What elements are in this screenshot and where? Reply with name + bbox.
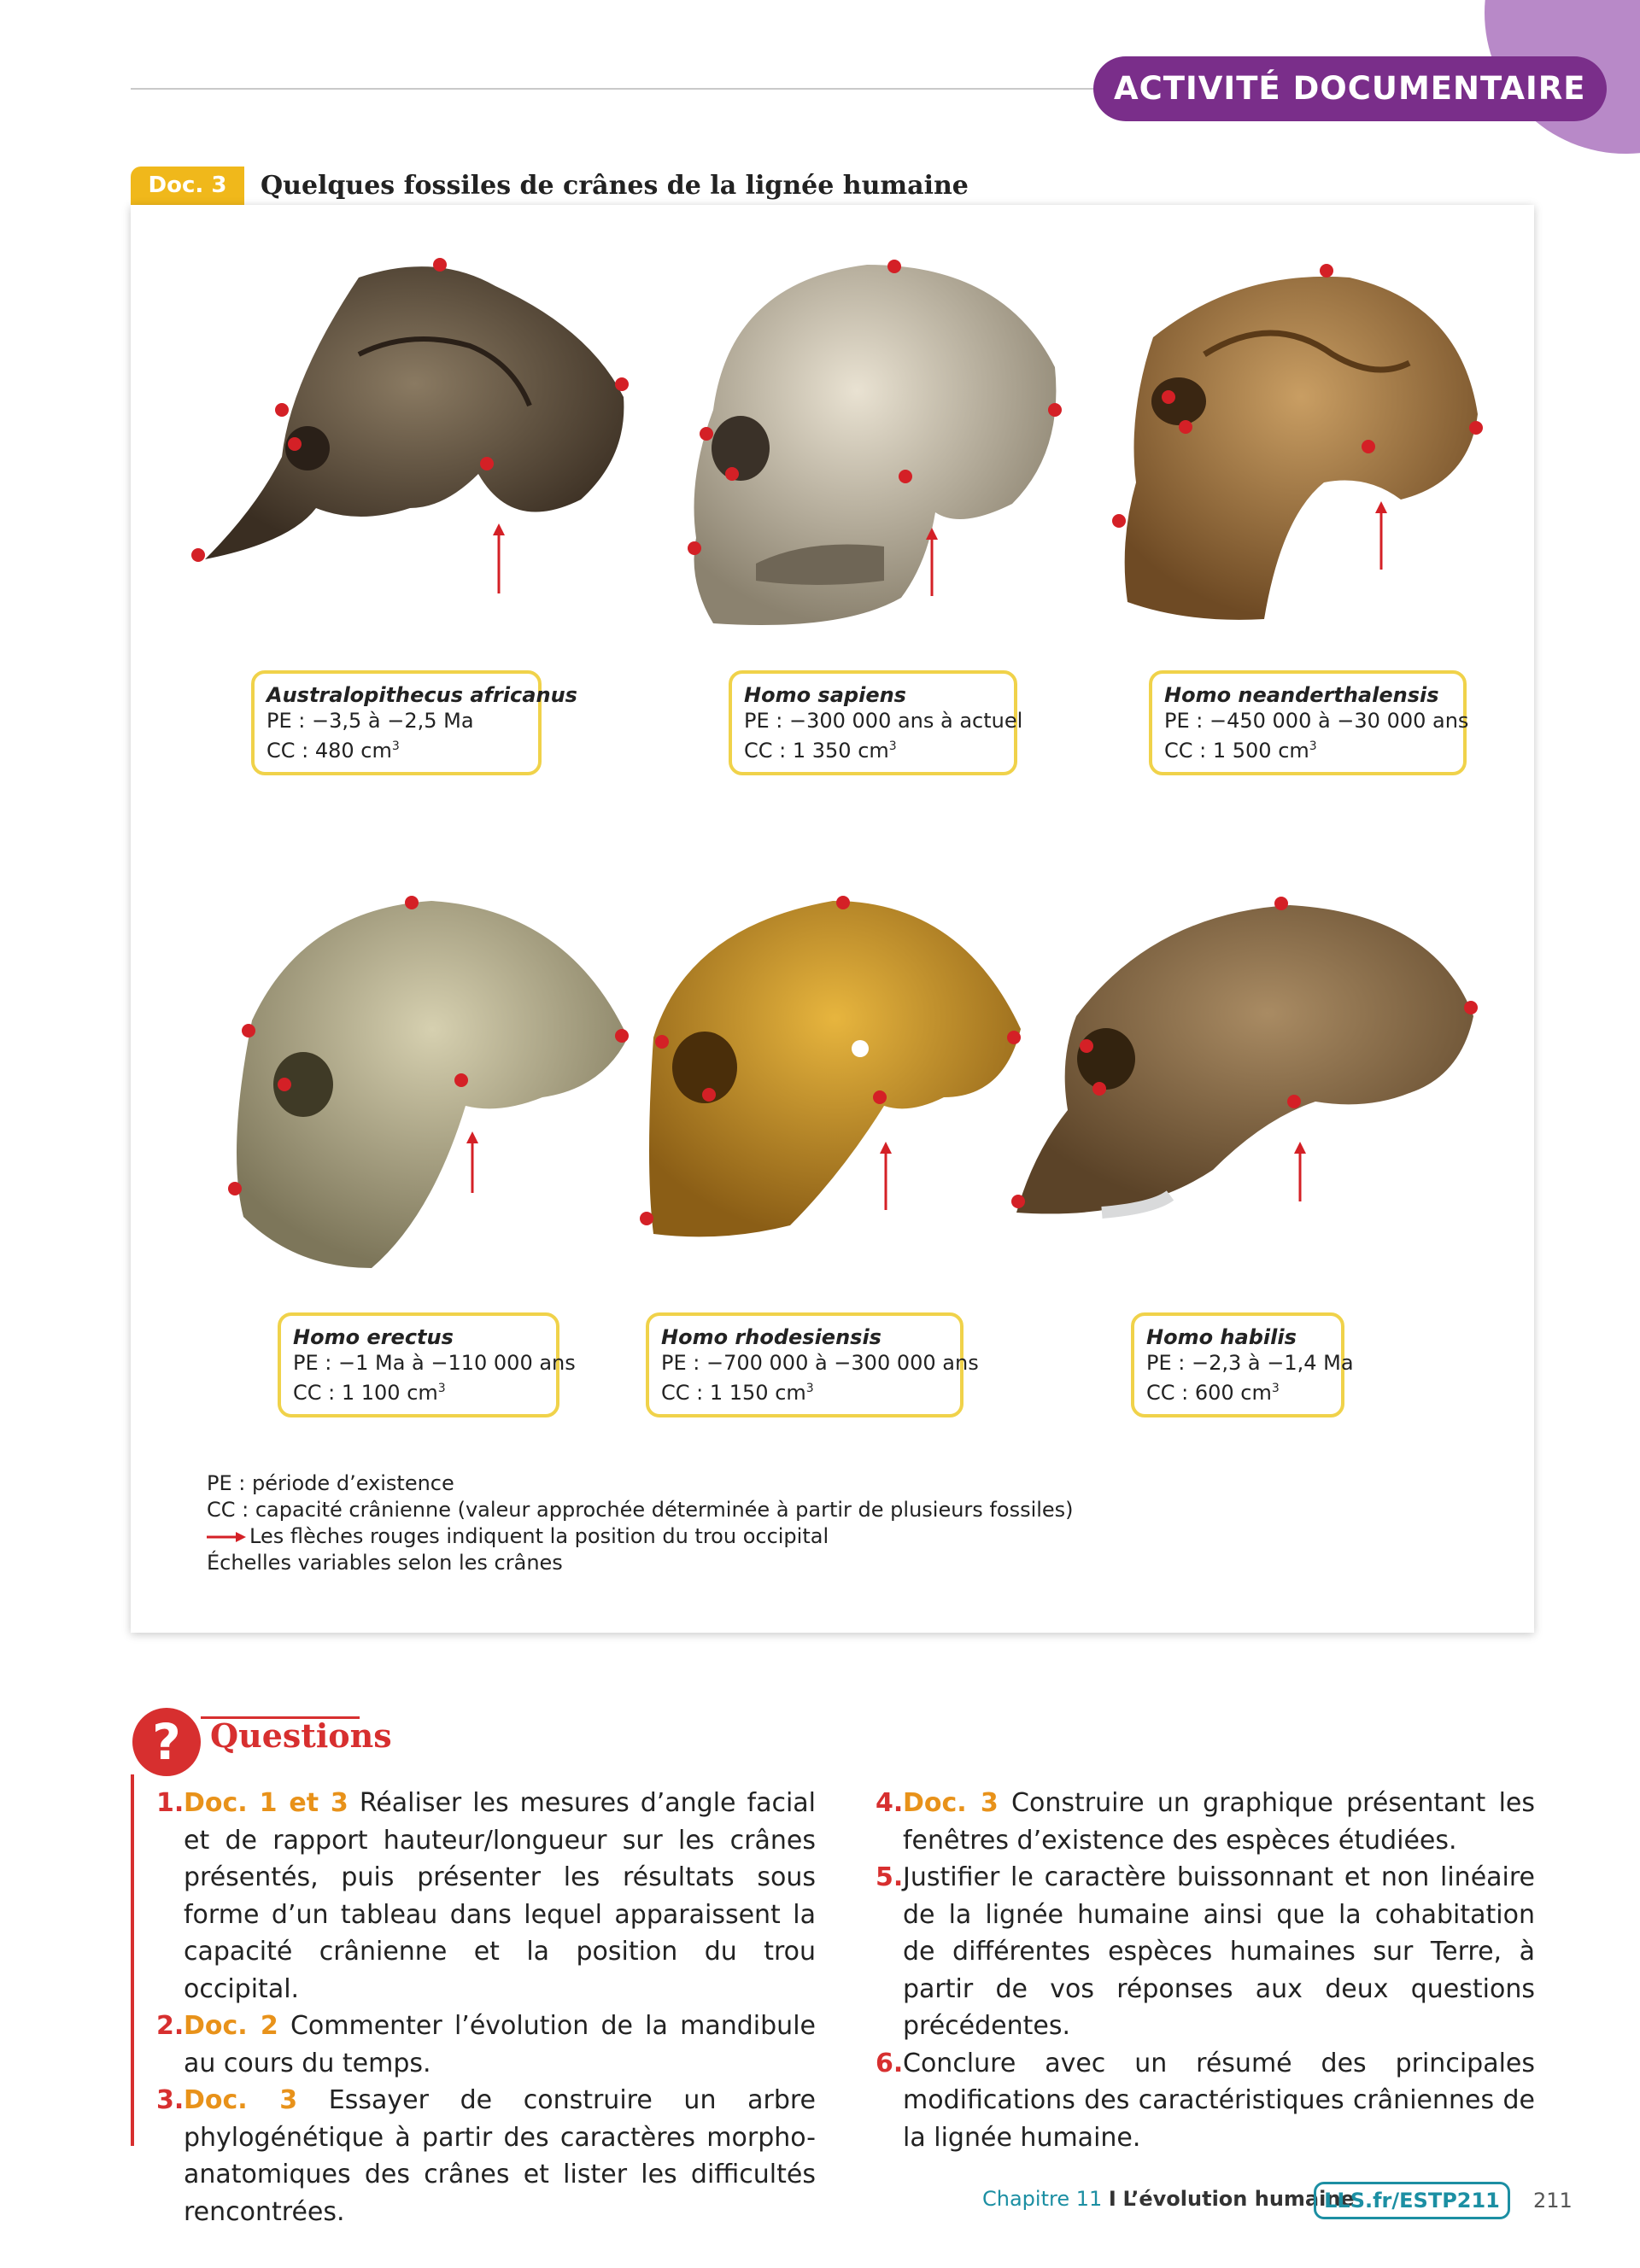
question-item: 3. Doc. 3 Essayer de construire un arbre phylogénétique à partir des caractères morpho-anatomiques des crânes et lister les difficultés rencontrées. — [156, 2085, 816, 2227]
skull-label-habilis — [1131, 1312, 1354, 1418]
existence-period: PE : −450 000 à −30 000 ans — [1164, 709, 1469, 733]
skull-habilis-image — [1008, 897, 1486, 1247]
skull-sapiens-image — [679, 256, 1072, 632]
skull-erectus-image — [226, 892, 636, 1268]
skull-label-neanderthalensis — [1149, 670, 1467, 775]
species-name: Homo rhodesiensis — [661, 1325, 882, 1349]
species-name: Homo sapiens — [744, 683, 906, 707]
header-rule — [131, 88, 1104, 90]
existence-period: PE : −700 000 à −300 000 ans — [661, 1351, 979, 1375]
footer-separator: I — [1108, 2187, 1116, 2211]
skull-label-erectus — [278, 1312, 576, 1418]
skull-neanderthalensis-image — [1110, 260, 1486, 628]
cranial-capacity: CC : 480 $cm^3$ — [266, 739, 400, 763]
species-name: Homo erectus — [293, 1325, 454, 1349]
questions-side-bar — [131, 1774, 134, 2146]
question-item: 4. Doc. 3 Construire un graphique présentant les fenêtres d’existence des espèces étudiées. — [876, 1788, 1535, 1856]
legend-scale: Échelles variables selon les crânes — [207, 1551, 563, 1575]
red-arrow-icon — [207, 1531, 246, 1543]
question-mark-icon: ? — [132, 1708, 201, 1776]
legend-arrow-text: Les flèches rouges indiquent la position du trou occipital — [249, 1524, 829, 1548]
legend-arrow-row — [207, 1523, 1074, 1550]
questions-column-right — [876, 1785, 1535, 2156]
skull-label-sapiens — [729, 670, 1023, 775]
skull-label-rhodesiensis — [646, 1312, 979, 1418]
chapter-title: L’évolution humaine — [1122, 2187, 1355, 2211]
existence-period: PE : −3,5 à −2,5 Ma — [266, 709, 474, 733]
cranial-capacity: CC : 1 350 $cm^3$ — [744, 739, 897, 763]
section-tag: ACTIVITÉ DOCUMENTAIRE — [1093, 56, 1607, 121]
cranial-capacity: CC : 1 100 $cm^3$ — [293, 1381, 446, 1405]
existence-period: PE : −1 Ma à −110 000 ans — [293, 1351, 576, 1375]
footer-chapter — [982, 2182, 1355, 2216]
existence-period: PE : −2,3 à −1,4 Ma — [1146, 1351, 1354, 1375]
footer-link[interactable]: LLS.fr/ESTP211 — [1314, 2182, 1510, 2219]
question-item: 2. Doc. 2 Commenter l’évolution de la mandibule au cours du temps. — [156, 2011, 816, 2078]
existence-period: PE : −300 000 ans à actuel — [744, 709, 1023, 733]
species-name: Australopithecus africanus — [266, 683, 577, 707]
question-item: 5. Justifier le caractère buissonnant et non linéaire de la lignée humaine ainsi que la cohabitation de différentes espèces humaines sur Terre, à partir de vos réponses aux deux questions précédentes. — [876, 1862, 1535, 2041]
legend-cc: CC : capacité crânienne (valeur approchée déterminée à partir de plusieurs fossiles) — [207, 1498, 1074, 1522]
species-name: Homo habilis — [1146, 1325, 1297, 1349]
page-number: 211 — [1533, 2189, 1573, 2212]
questions-column-left — [156, 1785, 816, 2230]
skull-australopithecus-image — [188, 252, 632, 628]
question-item: 1. Doc. 1 et 3 Réaliser les mesures d’angle facial et de rapport hauteur/longueur sur les crânes présentés, puis présenter les résultats sous forme d’un tableau dans lequel apparaissent la capacité crânienne et la position du trou occipital. — [156, 1788, 816, 2004]
legend-pe: PE : période d’existence — [207, 1471, 454, 1495]
doc-title: Quelques fossiles de crânes de la lignée humaine — [261, 171, 969, 201]
species-name: Homo neanderthalensis — [1164, 683, 1439, 707]
cranial-capacity: CC : 600 $cm^3$ — [1146, 1381, 1280, 1405]
chapter-number: Chapitre 11 — [982, 2187, 1103, 2211]
cranial-capacity: CC : 1 500 $cm^3$ — [1164, 739, 1317, 763]
skull-label-australopithecus — [251, 670, 577, 775]
question-item: 6. Conclure avec un résumé des principales modifications des caractéristiques crâniennes de la lignée humaine. — [876, 2048, 1535, 2153]
questions-title: Questions — [210, 1716, 392, 1755]
skull-rhodesiensis-image — [636, 892, 1029, 1251]
doc-label: Doc. 3 — [131, 167, 244, 205]
cranial-capacity: CC : 1 150 $cm^3$ — [661, 1381, 814, 1405]
legend — [207, 1470, 1074, 1576]
